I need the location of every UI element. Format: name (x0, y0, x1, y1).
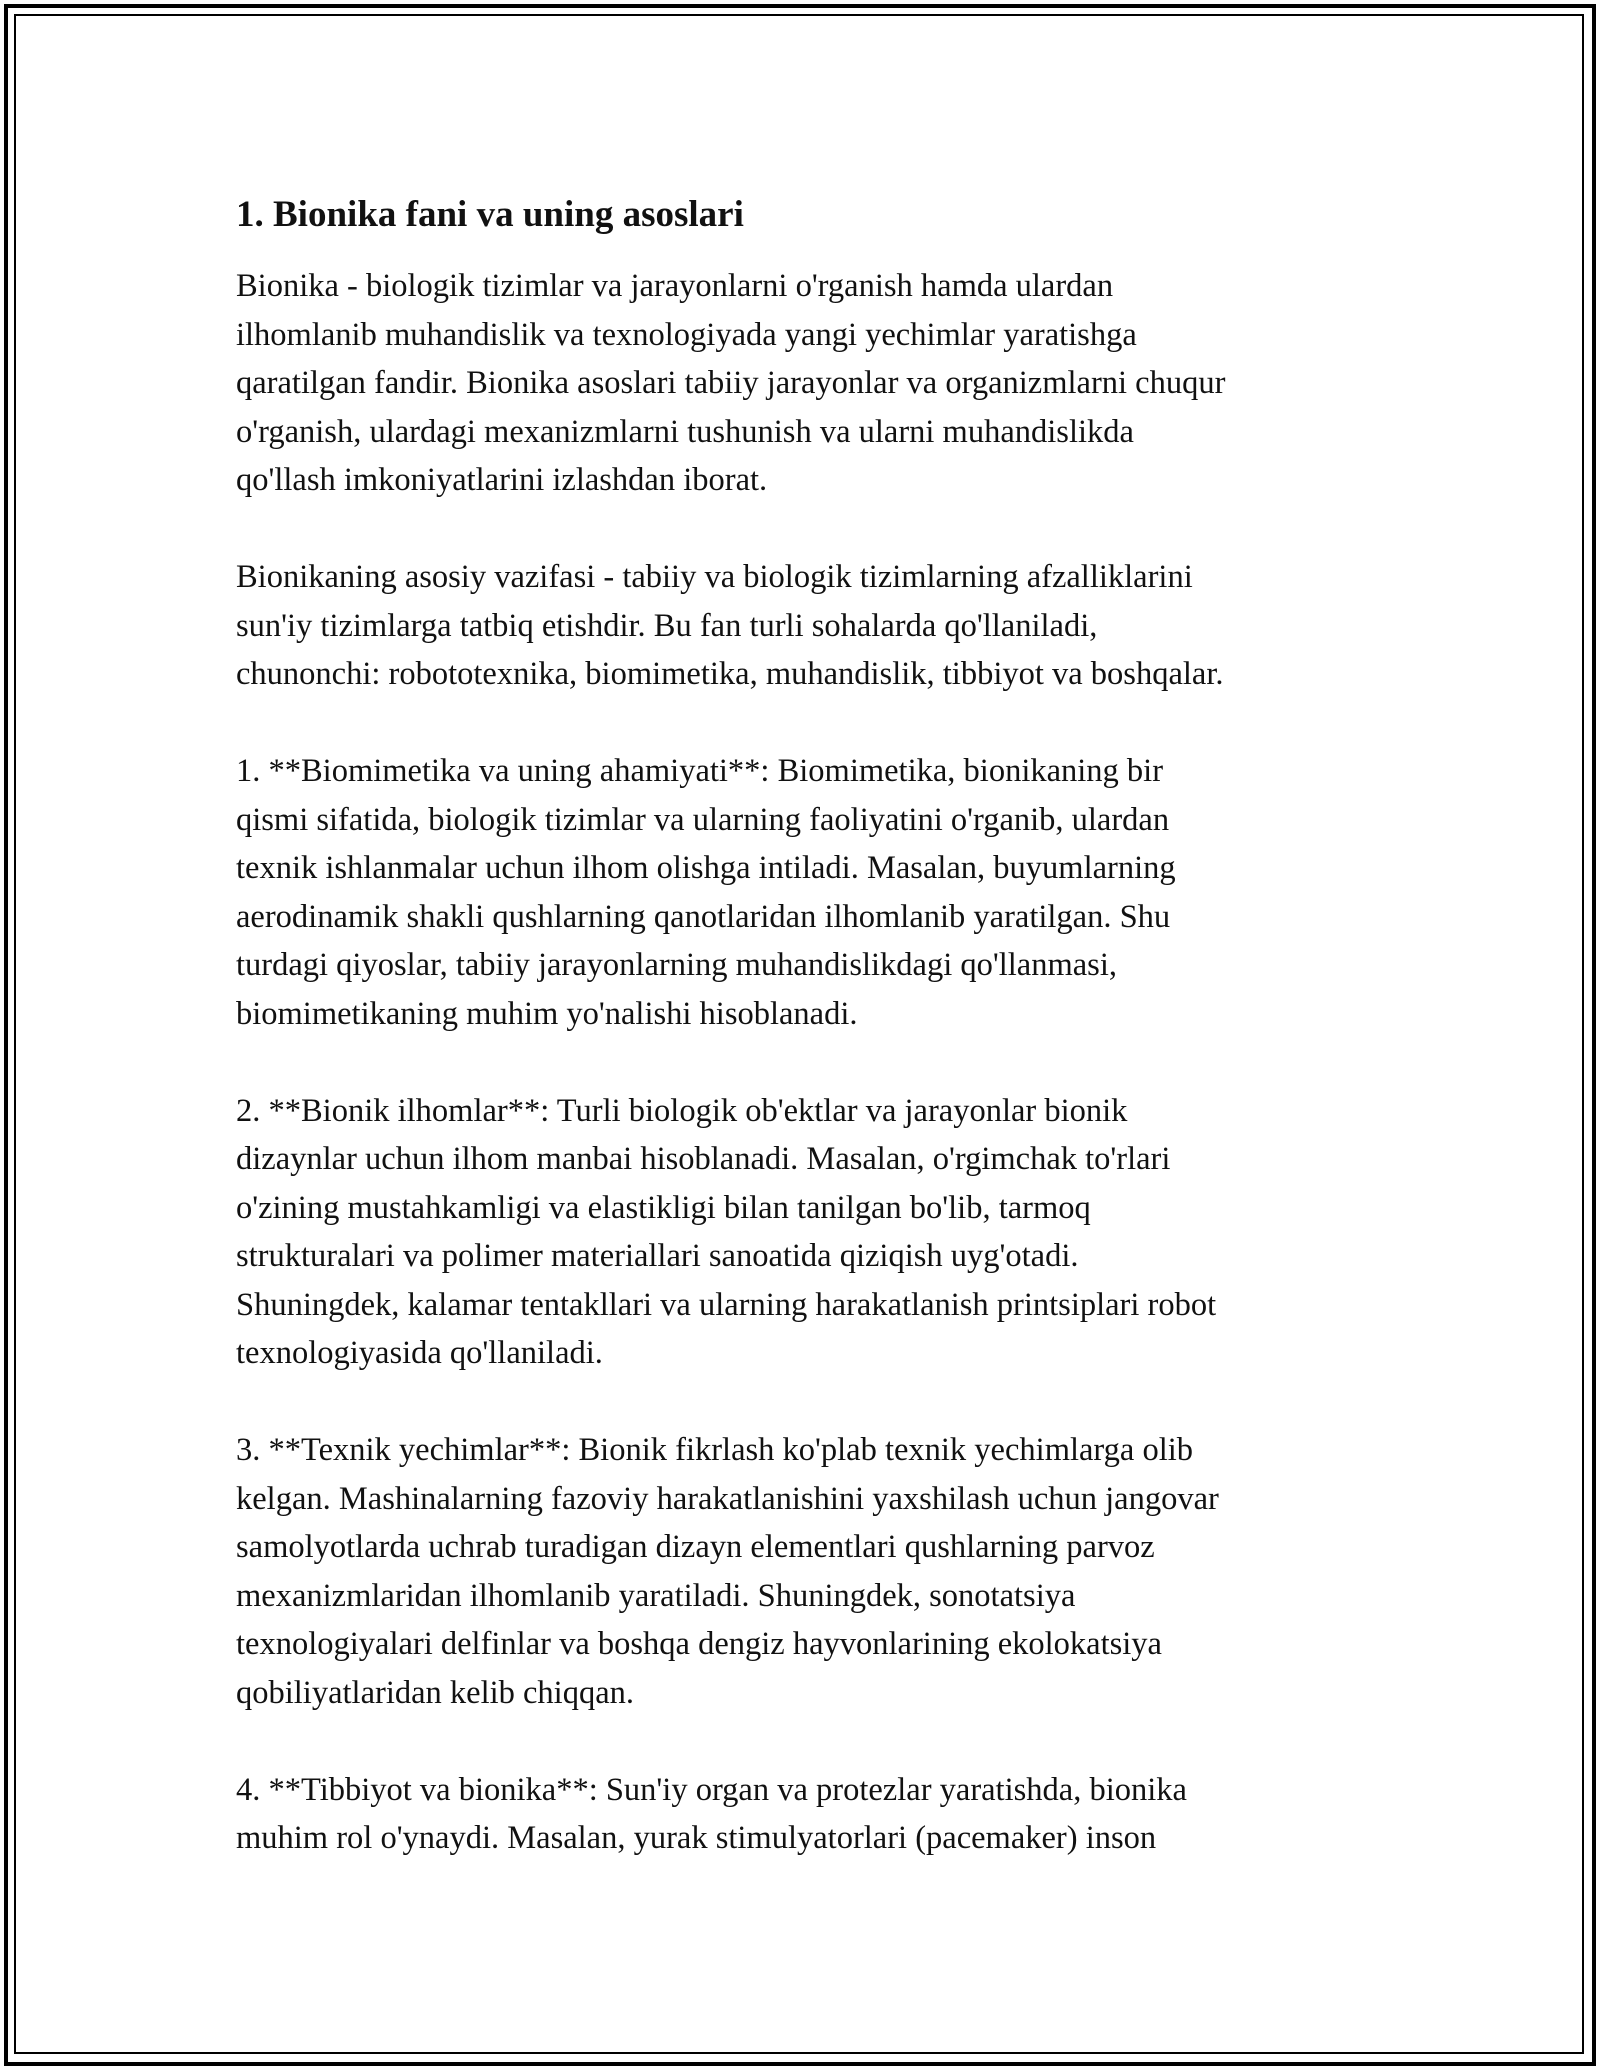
text-line: biomimetikaning muhim yo'nalishi hisoblanadi. (236, 995, 858, 1032)
text-line: qaratilgan fandir. Bionika asoslari tabiiy jarayonlar va organizmlarni chuqur (236, 365, 1226, 401)
text-line: chunonchi: robototexnika, biomimetika, muhandislik, tibbiyot va boshqalar. (236, 656, 1224, 692)
text-line: aerodinamik shakli qushlarning qanotlaridan ilhomlanib yaratilgan. Shu (236, 898, 1171, 935)
paragraph (236, 747, 1366, 1038)
text-line: texnologiyalari delfinlar va boshqa dengiz hayvonlarining ekolokatsiya (236, 1626, 1162, 1662)
text-line: qo'llash imkoniyatlarini izlashdan iborat. (236, 462, 768, 498)
page-title: 1. Bionika fani va uning asoslari (236, 194, 744, 235)
text-line: qismi sifatida, biologik tizimlar va ularning faoliyatini o'rganib, ulardan (236, 801, 1170, 838)
paragraph (236, 1087, 1366, 1378)
paragraph (236, 553, 1366, 699)
text-line: Shuningdek, kalamar tentakllari va ularning harakatlanish printsiplari robot (236, 1286, 1217, 1323)
text-line: o'rganish, ulardagi mexanizmlarni tushunish va ularni muhandislikda (236, 413, 1134, 450)
text-line: 4. **Tibbiyot va bionika**: Sun'iy organ va protezlar yaratishda, bionika (236, 1771, 1187, 1808)
text-line: 3. **Texnik yechimlar**: Bionik fikrlash ko'plab texnik yechimlarga olib (236, 1432, 1194, 1468)
paragraph (236, 1766, 1366, 1863)
text-line: ilhomlanib muhandislik va texnologiyada yangi yechimlar yaratishga (236, 316, 1137, 353)
text-line: 1. **Biomimetika va uning ahamiyati**: Biomimetika, bionikaning bir (236, 753, 1164, 789)
paragraph (236, 262, 1366, 505)
text-line: sun'iy tizimlarga tatbiq etishdir. Bu fan turli sohalarda qo'llaniladi, (236, 607, 1098, 644)
text-line: mexanizmlaridan ilhomlanib yaratiladi. Shuningdek, sonotatsiya (236, 1577, 1076, 1614)
text-line: muhim rol o'ynaydi. Masalan, yurak stimulyatorlari (pacemaker) inson (236, 1820, 1157, 1856)
document-body (236, 188, 1366, 1911)
text-line: kelgan. Mashinalarning fazoviy harakatlanishini yaxshilash uchun jangovar (236, 1480, 1219, 1517)
text-line: 2. **Bionik ilhomlar**: Turli biologik ob'ektlar va jarayonlar bionik (236, 1092, 1128, 1129)
text-line: dizaynlar uchun ilhom manbai hisoblanadi. Masalan, o'rgimchak to'rlari (236, 1141, 1171, 1177)
paragraph-list (236, 262, 1366, 1863)
text-line: turdagi qiyoslar, tabiiy jarayonlarning muhandislikdagi qo'llanmasi, (236, 947, 1117, 983)
paragraph (236, 1426, 1366, 1717)
text-line: Bionika - biologik tizimlar va jarayonlarni o'rganish hamda ulardan (236, 268, 1114, 304)
text-line: qobiliyatlaridan kelib chiqqan. (236, 1674, 635, 1711)
text-line: texnologiyasida qo'llaniladi. (236, 1335, 603, 1371)
text-line: texnik ishlanmalar uchun ilhom olishga intiladi. Masalan, buyumlarning (236, 850, 1176, 886)
text-line: o'zining mustahkamligi va elastikligi bilan tanilgan bo'lib, tarmoq (236, 1189, 1091, 1226)
text-line: strukturalari va polimer materiallari sanoatida qiziqish uyg'otadi. (236, 1238, 1079, 1274)
text-line: samolyotlarda uchrab turadigan dizayn elementlari qushlarning parvoz (236, 1529, 1155, 1565)
text-line: Bionikaning asosiy vazifasi - tabiiy va biologik tizimlarning afzalliklarini (236, 559, 1193, 595)
